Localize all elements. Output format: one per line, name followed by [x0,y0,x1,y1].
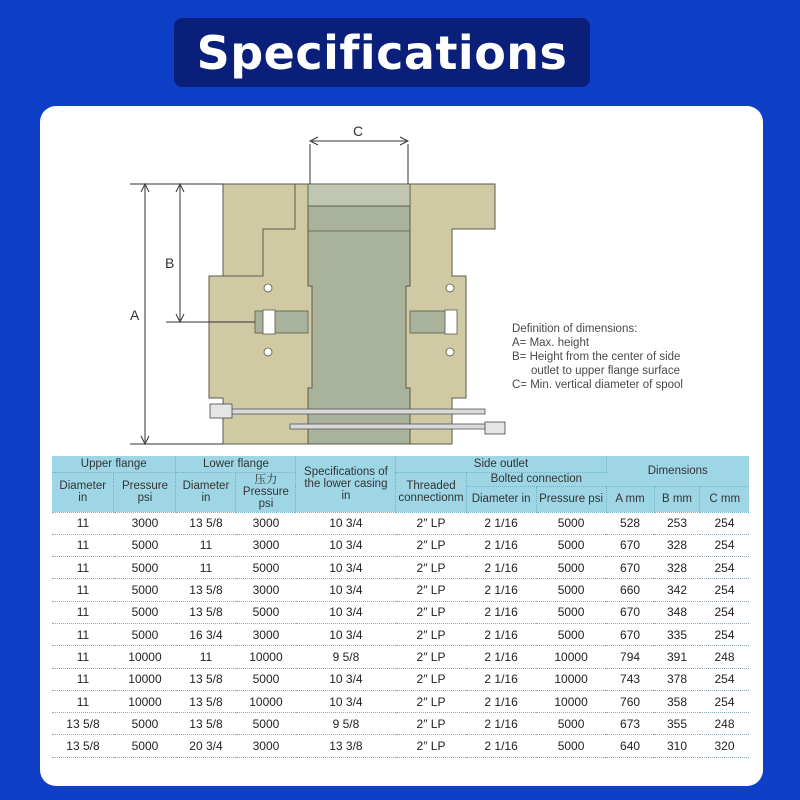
table-cell: 2″ LP [396,690,466,712]
table-row [52,579,749,601]
table-cell: 254 [700,579,749,601]
table-cell: 10 3/4 [296,579,396,601]
table-cell: 5000 [536,601,606,623]
table-cell: 348 [654,601,700,623]
table-cell: 5000 [236,713,296,735]
table-cell: 9 5/8 [296,646,396,668]
table-cell: 248 [700,713,749,735]
header-uf-diameter: Diameter in [52,472,114,512]
table-cell: 335 [654,623,700,645]
table-cell: 9 5/8 [296,713,396,735]
table-cell: 2″ LP [396,735,466,757]
table-cell: 2″ LP [396,534,466,556]
table-cell: 794 [606,646,654,668]
central-bore [308,184,410,444]
table-cell: 3000 [236,735,296,757]
table-cell: 3000 [236,579,296,601]
header-dim-a: A mm [606,486,654,512]
bore-upper [308,184,410,206]
header-bc-diameter: Diameter in [466,486,536,512]
table-cell: 5000 [536,534,606,556]
header-dim-b: B mm [654,486,700,512]
table-cell: 253 [654,512,700,534]
table-cell: 10 3/4 [296,601,396,623]
table-cell: 355 [654,713,700,735]
table-cell: 254 [700,534,749,556]
table-cell: 11 [52,534,114,556]
table-cell: 10000 [114,668,176,690]
table-cell: 2″ LP [396,579,466,601]
table-cell: 640 [606,735,654,757]
table-cell: 11 [176,534,236,556]
table-cell: 11 [52,512,114,534]
table-row [52,623,749,645]
definition-b: B= Height from the center of side [512,351,681,363]
table-cell: 670 [606,557,654,579]
page-title: Specifications [196,25,568,80]
dim-label-a: A [130,307,140,323]
header-lower-flange: Lower flange [176,456,296,472]
table-cell: 2″ LP [396,713,466,735]
table-row [52,512,749,534]
table-cell: 2″ LP [396,623,466,645]
table-cell: 11 [52,601,114,623]
table-cell: 10000 [236,690,296,712]
table-cell: 13 5/8 [176,512,236,534]
table-cell: 11 [52,557,114,579]
table-cell: 2 1/16 [466,735,536,757]
table-cell: 358 [654,690,700,712]
table-cell: 11 [52,690,114,712]
table-cell: 10000 [236,646,296,668]
table-row [52,713,749,735]
definitions-heading: Definition of dimensions: [512,323,638,335]
table-cell: 5000 [536,512,606,534]
table-cell: 254 [700,601,749,623]
spec-table [52,456,749,758]
table-cell: 254 [700,512,749,534]
header-bolted: Bolted connection [466,472,606,486]
table-cell: 10000 [114,646,176,668]
header-lf-pressure [236,472,296,512]
header-casing: Specifications of the lower casing in [296,456,396,512]
table-cell: 10 3/4 [296,623,396,645]
table-cell: 11 [52,668,114,690]
table-cell: 10 3/4 [296,512,396,534]
table-row [52,601,749,623]
table-cell: 5000 [114,534,176,556]
table-cell: 2 1/16 [466,713,536,735]
header-threaded: Threaded connectionm [396,472,466,512]
table-cell: 3000 [236,623,296,645]
table-cell: 5000 [236,557,296,579]
table-cell: 254 [700,690,749,712]
table-cell: 2 1/16 [466,646,536,668]
table-cell: 5000 [536,623,606,645]
table-cell: 16 3/4 [176,623,236,645]
table-cell: 2 1/16 [466,623,536,645]
table-cell: 3000 [114,512,176,534]
table-cell: 13 5/8 [176,601,236,623]
table-cell: 5000 [114,735,176,757]
header-lf-diameter: Diameter in [176,472,236,512]
table-cell: 670 [606,601,654,623]
table-cell: 760 [606,690,654,712]
table-cell: 10 3/4 [296,557,396,579]
definition-b-cont: outlet to upper flange surface [531,365,680,377]
header-uf-pressure: Pressure psi [114,472,176,512]
dim-label-c: C [353,123,364,139]
header-lf-pressure-en: Pressure psi [242,486,289,510]
table-cell: 670 [606,534,654,556]
table-cell: 13 5/8 [52,735,114,757]
header-dim-c: C mm [700,486,749,512]
table-cell: 328 [654,534,700,556]
definition-a: A= Max. height [512,337,590,349]
table-cell: 13 3/8 [296,735,396,757]
table-cell: 2″ LP [396,668,466,690]
table-cell: 2″ LP [396,557,466,579]
title-banner [174,18,590,87]
table-cell: 5000 [114,601,176,623]
table-cell: 10 3/4 [296,668,396,690]
table-cell: 11 [176,557,236,579]
table-cell: 320 [700,735,749,757]
table-cell: 10000 [536,646,606,668]
table-cell: 248 [700,646,749,668]
table-cell: 2 1/16 [466,690,536,712]
table-cell: 11 [176,646,236,668]
table-cell: 5000 [236,668,296,690]
lower-tube-1 [230,409,485,414]
table-cell: 2 1/16 [466,601,536,623]
table-cell: 13 5/8 [52,713,114,735]
table-cell: 5000 [114,579,176,601]
table-cell: 2″ LP [396,512,466,534]
dimension-definitions [512,322,683,392]
table-cell: 5000 [536,713,606,735]
table-cell: 5000 [236,601,296,623]
dim-label-b: B [165,255,175,271]
table-cell: 5000 [114,623,176,645]
table-cell: 10 3/4 [296,534,396,556]
table-cell: 673 [606,713,654,735]
table-cell: 11 [52,623,114,645]
table-cell: 20 3/4 [176,735,236,757]
table-cell: 254 [700,668,749,690]
spool-diagram [40,106,763,456]
table-cell: 328 [654,557,700,579]
definition-c: C= Min. vertical diameter of spool [512,379,683,391]
header-bc-pressure: Pressure psi [536,486,606,512]
table-cell: 5000 [114,713,176,735]
table-cell: 5000 [536,557,606,579]
table-cell: 2″ LP [396,646,466,668]
table-cell: 10 3/4 [296,690,396,712]
table-cell: 254 [700,623,749,645]
table-cell: 391 [654,646,700,668]
table-cell: 5000 [536,735,606,757]
table-cell: 11 [52,646,114,668]
table-row [52,557,749,579]
table-row [52,534,749,556]
spec-card [40,106,763,786]
table-row [52,735,749,757]
table-cell: 342 [654,579,700,601]
table-cell: 13 5/8 [176,579,236,601]
table-row [52,646,749,668]
table-cell: 5000 [536,579,606,601]
table-cell: 3000 [236,512,296,534]
table-cell: 2 1/16 [466,557,536,579]
table-cell: 13 5/8 [176,668,236,690]
table-cell: 670 [606,623,654,645]
header-upper-flange: Upper flange [52,456,176,472]
table-cell: 254 [700,557,749,579]
header-side-outlet: Side outlet [396,456,606,472]
table-row [52,690,749,712]
table-cell: 10000 [536,668,606,690]
lower-tube-2 [290,424,500,429]
table-cell: 2 1/16 [466,534,536,556]
table-cell: 13 5/8 [176,713,236,735]
table-cell: 528 [606,512,654,534]
table-row [52,668,749,690]
table-cell: 5000 [114,557,176,579]
table-cell: 10000 [536,690,606,712]
table-cell: 310 [654,735,700,757]
table-cell: 2 1/16 [466,579,536,601]
header-dimensions: Dimensions [606,456,749,486]
header-lf-pressure-cn: 压力 [254,474,278,486]
table-cell: 10000 [114,690,176,712]
table-cell: 3000 [236,534,296,556]
table-cell: 378 [654,668,700,690]
table-cell: 2″ LP [396,601,466,623]
table-cell: 13 5/8 [176,690,236,712]
table-cell: 2 1/16 [466,512,536,534]
table-cell: 2 1/16 [466,668,536,690]
table-cell: 11 [52,579,114,601]
table-cell: 743 [606,668,654,690]
table-cell: 660 [606,579,654,601]
spec-table-body [52,512,749,757]
